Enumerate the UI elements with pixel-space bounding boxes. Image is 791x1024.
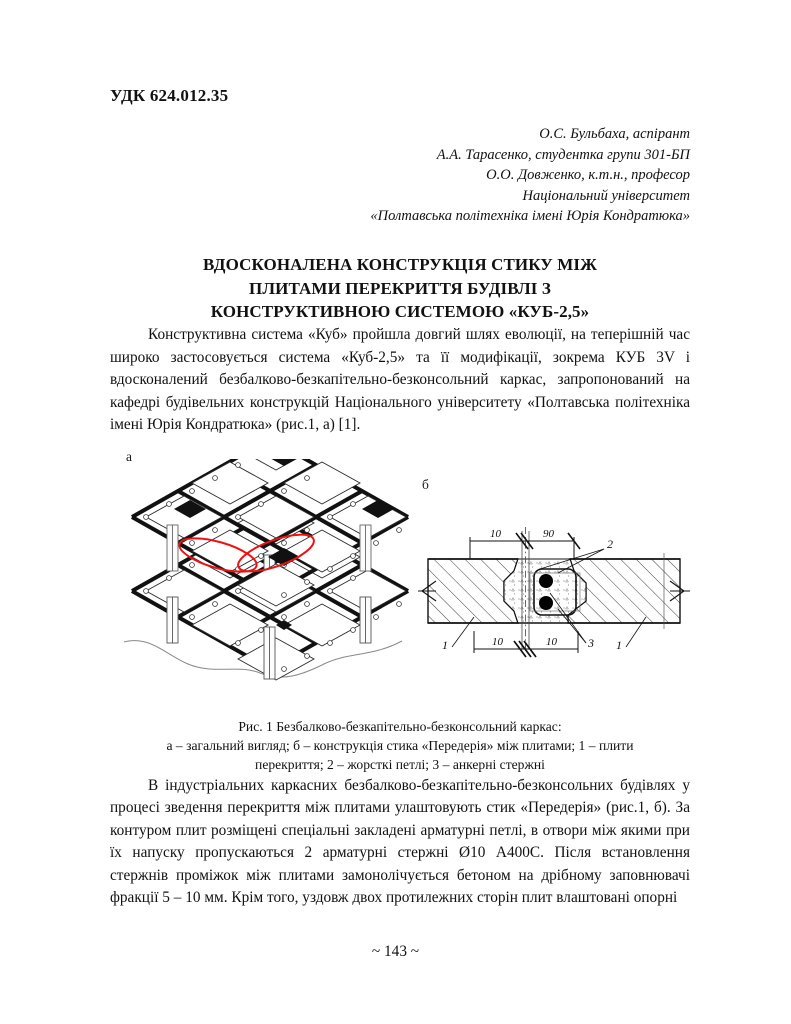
isometric-svg <box>110 459 430 709</box>
callout-slab-right: 1 <box>616 637 622 652</box>
caption-line-1: Рис. 1 Безбалково-безкапітельно-безконсольний каркас: <box>238 718 562 734</box>
author-block <box>110 124 690 227</box>
caption-line-3: перекриття; 2 – жорсткі петлі; 3 – анкерні стержні <box>255 757 545 773</box>
dimension-bottom-left: 10 <box>492 635 503 648</box>
affiliation-line-1: Національний університет <box>522 187 690 204</box>
figure-part-a-label: а <box>126 448 132 464</box>
figure-caption <box>110 717 690 775</box>
dimension-top-right: 90 <box>543 527 554 540</box>
callout-loops: 2 <box>607 536 613 551</box>
callout-anchor-bars: 3 <box>588 635 594 650</box>
page-title <box>110 253 690 324</box>
paragraph-body: В індустріальних каркасних безбалково-безкапітельно-безконсольних будівлях у процесі зведення перекриття між плитами улаштовують стик «Передерія» (рис.1, б). За контуром плит розміщені спеціальні закладені арматурні петлі, в отвори між якими при їх напуску пропускаються 2 арматурні стержні Ø10 А400С. Після встановлення стержнів проміжок між плитами замонолічується бетоном на дрібному заповнювачі фракції 5 – 10 мм. Крім того, уздовж двох протилежних сторін плит влаштовані опорні <box>110 776 690 907</box>
callout-slab-left: 1 <box>442 637 448 652</box>
author-line-1: О.С. Бульбаха, аспірант <box>539 126 690 142</box>
author-line-3: О.О. Довженко, к.т.н., професор <box>486 167 690 184</box>
figure-1 <box>110 445 690 713</box>
anchor-bar-lower <box>539 596 553 610</box>
anchor-bar-upper <box>539 574 553 588</box>
title-line-2: ПЛИТАМИ ПЕРЕКРИТТЯ БУДІВЛІ З <box>249 278 551 298</box>
dimension-bottom-right: 10 <box>546 635 557 648</box>
author-line-2: А.А. Тарасенко, студентка групи 301-БП <box>436 146 690 163</box>
caption-line-2: а – загальний вигляд; б – конструкція стика «Передерія» між плитами; 1 – плити <box>166 738 634 753</box>
joint-section-drawing <box>418 497 690 682</box>
dimension-top-left: 10 <box>490 527 501 540</box>
figure-part-b-label: б <box>422 476 429 492</box>
section-svg <box>418 497 690 682</box>
affiliation-line-2: «Полтавська політехніка імені Юрія Кондратюка» <box>370 208 690 225</box>
page-number: ~ 143 ~ <box>371 943 420 960</box>
udk-code: УДК 624.012.35 <box>110 86 229 105</box>
isometric-frame-drawing <box>110 459 430 709</box>
page-content <box>110 0 690 910</box>
title-line-3: КОНСТРУКТИВНОЮ СИСТЕМОЮ «КУБ-2,5» <box>210 302 590 322</box>
title-line-1: ВДОСКОНАЛЕНА КОНСТРУКЦІЯ СТИКУ МІЖ <box>203 254 597 274</box>
paragraph-intro: Конструктивна система «Куб» пройшла довгий шлях еволюції, на теперішній час широко застосовується система «Куб-2,5» та її модифікації, зокрема КУБ 3V і вдосконалений безбалково-безкапітельно-безконсольний каркас, запропонований на кафедрі будівельних конструкцій Національного університету «Полтавська політехніка імені Юрія Кондратюка» (рис.1, а) [1]. <box>110 326 690 434</box>
